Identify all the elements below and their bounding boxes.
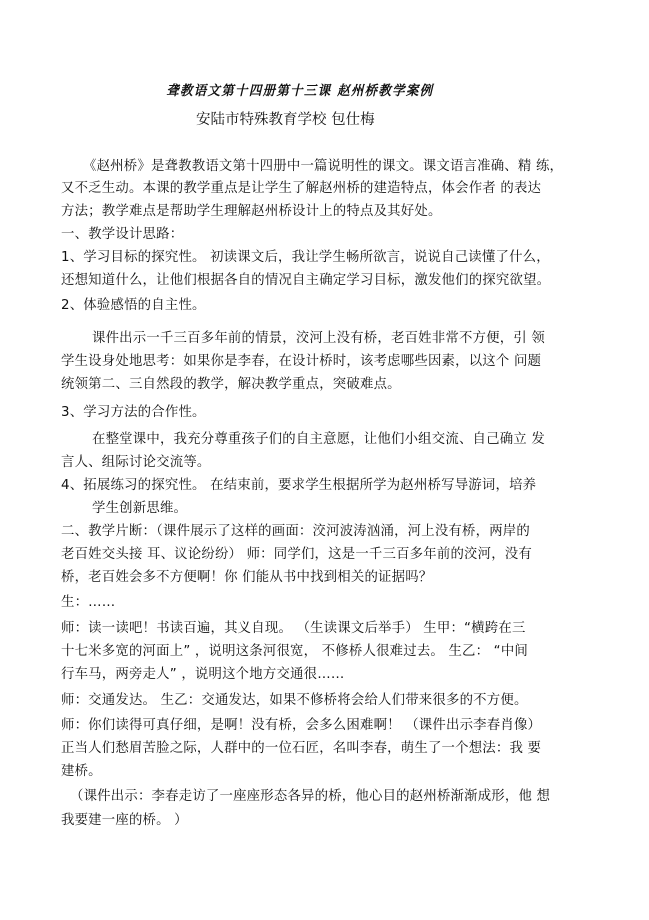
paragraph-line: 统领第二、三自然段的教学，解决教学重点，突破难点。 xyxy=(61,377,401,392)
paragraph-line: 行车马，两旁走人” ，说明这个地方交通很…… xyxy=(61,667,345,682)
section-heading: 二、教学片断：（课件展示了这样的画面：洨河波涛汹涌，河上没有桥，两岸的 xyxy=(61,524,530,539)
paragraph-line: 1、学习目标的探究性。 初读课文后，我让学生畅所欲言，说说自己读懂了什么， xyxy=(61,250,550,265)
paragraph-line: 建桥。 xyxy=(61,764,102,779)
paragraph-line: 桥，老百姓会多不方便啊！你 们能从书中找到相关的证据吗？ xyxy=(61,570,433,585)
paragraph-line: 《赵州桥》是聋教教语文第十四册中一篇说明性的课文。课文语言准确、精 练， xyxy=(83,159,564,174)
paragraph-line: 方法；教学难点是帮助学生理解赵州桥设计上的特点及其好处。 xyxy=(61,204,442,219)
author-line: 安陆市特殊教育学校 包仕梅 xyxy=(196,112,375,128)
paragraph-line: 老百姓交头接 耳、议论纷纷） 师：同学们，这是一千三百多年前的洨河，没有 xyxy=(61,547,532,562)
paragraph-line: 师：读一读吧！书读百遍，其义自现。 （生读课文后举手） 生甲：“横跨在三 xyxy=(61,621,526,636)
paragraph-line: 我要建一座的桥。 ） xyxy=(61,813,188,828)
paragraph-line: 又不乏生动。本课的教学重点是让学生了解赵州桥的建造特点，体会作者 的表达 xyxy=(61,181,542,196)
paragraph-line: 师：交通发达。 生乙：交通发达，如果不修桥将会给人们带来很多的不方便。 xyxy=(61,693,528,708)
page-title: 聋教语文第十四册第十三课 赵州桥教学案例 xyxy=(166,83,434,99)
paragraph-line: （课件出示：李春走访了一座座形态各异的桥，他心目的赵州桥渐渐成形，他 想 xyxy=(70,789,551,804)
paragraph-line: 3、学习方法的合作性。 xyxy=(61,405,206,420)
section-heading: 一、教学设计思路： xyxy=(61,227,184,242)
paragraph-line: 课件出示一千三百多年前的情景，洨河上没有桥，老百姓非常不方便，引 领 xyxy=(92,331,545,346)
paragraph-line: 4、拓展练习的探究性。 在结束前，要求学生根据所学为赵州桥写导游词，培养 xyxy=(61,478,537,493)
paragraph-line: 生：…… xyxy=(61,595,116,610)
paragraph-line: 2、体验感悟的自主性。 xyxy=(61,298,206,313)
paragraph-line: 师：你们读得可真仔细，是啊！没有桥，会多么困难啊！ （课件出示李春肖像） xyxy=(61,718,542,733)
paragraph-line: 学生创新思维。 xyxy=(92,501,188,516)
paragraph-line: 十七米多宽的河面上” ，说明这条河很宽， 不修桥人很难过去。 生乙： “中间 xyxy=(61,644,528,659)
paragraph-line: 在整堂课中，我充分尊重孩子们的自主意愿，让他们小组交流、自己确立 发 xyxy=(92,432,545,447)
paragraph-line: 言人、组际讨论交流等。 xyxy=(61,455,211,470)
paragraph-line: 还想知道什么，让他们根据各自的情况自主确定学习目标，激发他们的探究欲望。 xyxy=(61,273,551,288)
paragraph-line: 正当人们愁眉苦脸之际，人群中的一位石匠，名叫李春，萌生了一个想法：我 要 xyxy=(61,741,542,756)
paragraph-line: 学生设身处地思考：如果你是李春，在设计桥时，该考虑哪些因素，以这个 问题 xyxy=(61,354,542,369)
